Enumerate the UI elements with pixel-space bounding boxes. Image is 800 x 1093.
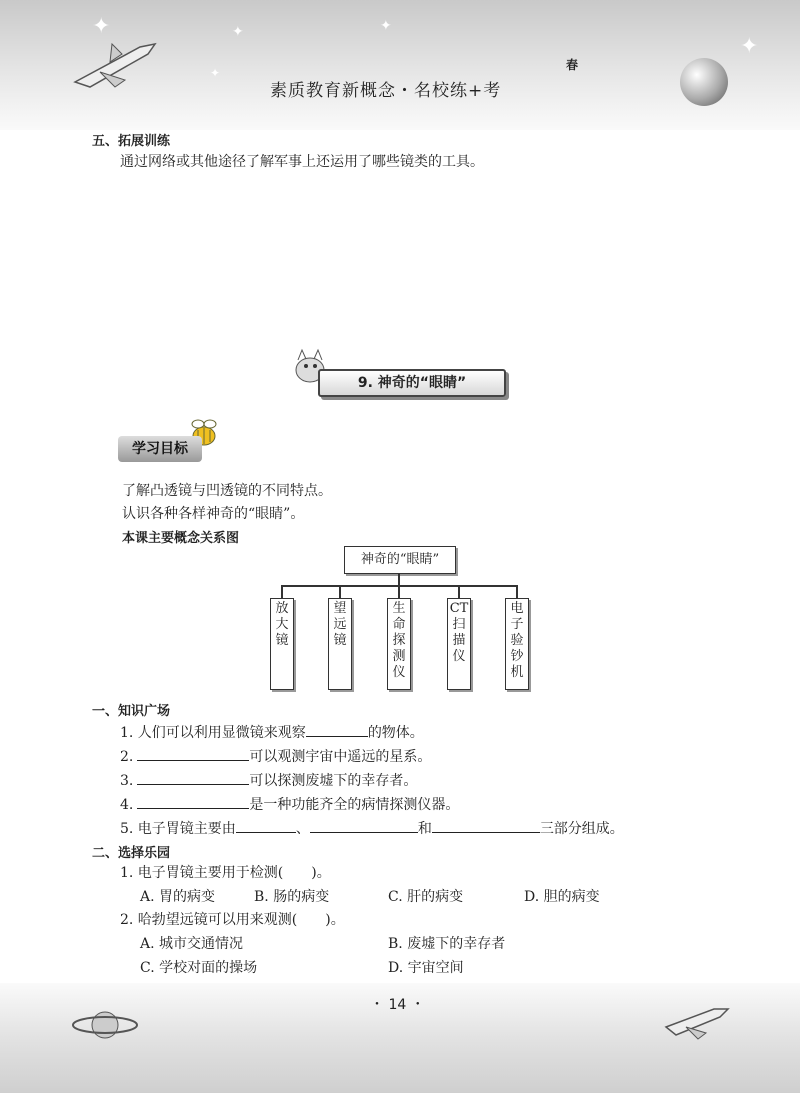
mc-option[interactable]: B. 废墟下的幸存者: [388, 936, 506, 952]
header-title: 素质教育新概念・名校练+考: [270, 81, 502, 101]
answer-blank[interactable]: [137, 746, 249, 761]
sparkle-icon: ✦: [92, 14, 111, 39]
mc-option[interactable]: C. 肝的病变: [388, 889, 464, 905]
answer-blank[interactable]: [306, 722, 368, 737]
diagram-node-telescope: 望远镜: [328, 598, 352, 690]
lesson-title-banner: 9. 神奇的“眼睛”: [318, 369, 506, 397]
goals-badge: 学习目标: [118, 436, 202, 462]
section5-title: 五、拓展训练: [92, 134, 171, 149]
question-text: 和: [417, 821, 432, 837]
diagram-node-life-detector: 生命探测仪: [387, 598, 411, 690]
goal-item: 了解凸透镜与凹透镜的不同特点。: [122, 483, 332, 499]
diagram-connector: [516, 585, 518, 598]
answer-blank[interactable]: [137, 770, 249, 785]
question-1: [120, 722, 424, 742]
diagram-connector: [339, 585, 341, 598]
question-text: 三部分组成。: [539, 821, 624, 837]
mc-option[interactable]: C. 学校对面的操场: [140, 960, 258, 976]
question-text: 可以观测宇宙中遥远的星系。: [249, 749, 432, 765]
question-text: 是一种功能齐全的病情探测仪器。: [249, 797, 460, 813]
mc-option[interactable]: A. 城市交通情况: [140, 936, 244, 952]
diagram-node-ct-scanner: CT扫描仪: [447, 598, 471, 690]
question-text: 5. 电子胃镜主要由: [120, 821, 236, 837]
ringed-planet-icon: [70, 1003, 140, 1047]
section1-title: 一、知识广场: [92, 704, 171, 719]
mc-option[interactable]: A. 胃的病变: [140, 889, 216, 905]
diagram-caption: 本课主要概念关系图: [122, 531, 240, 546]
answer-blank[interactable]: [236, 818, 296, 833]
diagram-connector: [281, 585, 283, 598]
answer-blank[interactable]: [137, 794, 249, 809]
space-shuttle-icon: [662, 997, 732, 1041]
question-text: 3.: [120, 773, 134, 789]
question-text: 可以探测废墟下的幸存者。: [249, 773, 418, 789]
question-text: 的物体。: [367, 725, 424, 741]
space-shuttle-icon: [70, 32, 160, 92]
sparkle-icon: ✦: [380, 18, 392, 34]
sparkle-icon: ✦: [232, 24, 244, 40]
mc-question-2-stem: 2. 哈勃望远镜可以用来观测( )。: [120, 912, 345, 928]
question-text: 2.: [120, 749, 134, 765]
diagram-root-node: 神奇的“眼睛”: [344, 546, 456, 574]
goal-item: 认识各种各样神奇的“眼睛”。: [122, 506, 305, 522]
mc-question-1-stem: 1. 电子胃镜主要用于检测( )。: [120, 865, 331, 881]
mc-option[interactable]: D. 宇宙空间: [388, 960, 464, 976]
question-2: [120, 746, 431, 766]
section5-task: 通过网络或其他途径了解军事上还运用了哪些镜类的工具。: [120, 154, 484, 170]
diagram-node-counterfeit-detector: 电子验钞机: [505, 598, 529, 690]
question-text: 4.: [120, 797, 134, 813]
diagram-connector: [398, 585, 400, 598]
page-number: ・ 14 ・: [370, 997, 425, 1013]
answer-blank[interactable]: [432, 818, 540, 833]
diagram-connector: [458, 585, 460, 598]
section2-title: 二、选择乐园: [92, 846, 171, 861]
mc-option[interactable]: B. 肠的病变: [254, 889, 330, 905]
page-header: [0, 0, 800, 130]
question-3: [120, 770, 417, 790]
mc-option[interactable]: D. 胆的病变: [524, 889, 600, 905]
question-text: 、: [295, 821, 310, 837]
answer-blank[interactable]: [310, 818, 418, 833]
sparkle-icon: ✦: [210, 66, 221, 80]
question-text: 1. 人们可以利用显微镜来观察: [120, 725, 306, 741]
sparkle-icon: ✦: [740, 34, 759, 59]
season-label: 春: [566, 58, 579, 72]
question-4: [120, 794, 459, 814]
planet-icon: [680, 58, 728, 106]
question-5: [120, 818, 624, 838]
diagram-node-magnifier: 放大镜: [270, 598, 294, 690]
diagram-connector: [398, 573, 400, 585]
